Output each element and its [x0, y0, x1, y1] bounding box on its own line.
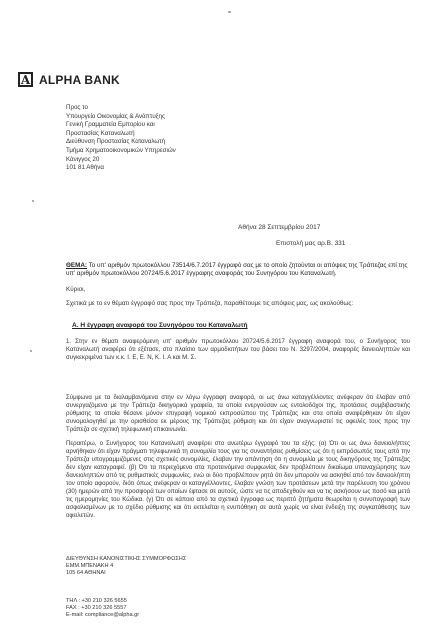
letter-date: Αθήνα 28 Σεπτεμβρίου 2017 [238, 224, 321, 231]
scan-speck [32, 200, 34, 202]
letter-reference: Επιστολή μας αρ.Β. 331 [276, 240, 346, 247]
footer-line: ΔΙΕΥΘΥΝΣΗ ΚΑΝΟΝΙΣΤΙΚΗΣ ΣΥΜΜΟΡΦΩΣΗΣ [66, 556, 187, 562]
recipient-line: Προς το [66, 104, 88, 111]
salutation: Κύριοι, [66, 286, 86, 293]
bank-logo [18, 72, 120, 87]
bank-name: ALPHA BANK [39, 72, 120, 87]
body-paragraph: 1. Στην εν θέματι αναφερόμενη υπ' αριθμόν πρωτοκόλλου 20724/5.6.2017 έγγραφη αναφορά του, ο Συνήγορος του Καταναλωτή αναφέρει ότι εξέτασε, στο πλαίσιο των αρμοδιοτήτων του βάσει του Ν. 3297/2004, αναφορές δανειοληπτών και συγκεκριμένα των κ.κ. Ι. Ε, Ε. Ν, Κ. Ι. Α και Μ. Σ. [66, 338, 410, 361]
section-title: Α. Η έγγραφη αναφορά του Συνηγόρου του Καταναλωτή [72, 322, 248, 329]
sender-department [66, 556, 186, 578]
footer-line: 105 64 ΑΘΗΝΑΙ [66, 570, 106, 577]
footer-line: ΕΜΜ.ΜΠΕΝΑΚΗ 4 [66, 563, 114, 570]
recipient-line: 101 81 Αθήνα [66, 164, 104, 172]
contact-line: ΤΗΛ : +30 210 326 5655 [66, 598, 127, 604]
recipient-line: Τμήμα Χρηματοοικονομικών Υπηρεσιών [66, 146, 176, 154]
recipient-line: Διεύθυνση Προστασίας Καταναλωτή [66, 138, 166, 146]
alpha-logo-icon: A [18, 72, 33, 87]
subject-label: ΘΕΜΑ: [66, 262, 87, 269]
contact-line: FAX : +30 210 326 5557 [66, 605, 127, 612]
subject-block [66, 262, 410, 278]
contact-line: E-mail: compliance@alpha.gr [66, 612, 140, 619]
intro-paragraph: Σχετικά με το εν θέματι έγγραφό σας προς την Τράπεζα, παραθέτουμε τις απόψεις μας, ως ακολούθως: [66, 300, 354, 307]
scan-speck [228, 11, 231, 13]
subject-text: Το υπ' αριθμόν πρωτοκόλλου 73514/6.7.2017 έγγραφό σας με το οποίο ζητούνται οι απόψεις της Τράπεζας επί της υπ' αριθμόν πρωτοκόλλου 20724/5.6.2017 έγγραφης αναφοράς του Συνηγόρου του Καταναλωτή. [66, 262, 408, 278]
recipient-line: Προστασίας Καταναλωτή [66, 129, 135, 137]
scan-speck [30, 350, 32, 352]
body-paragraph: Σύμφωνα με τα διαλαμβανόμενα στην εν λόγω έγγραφη αναφορά, οι ως άνω καταγγέλλοντες ανέφεραν ότι έλαβαν από συνεργαζόμενα με την Τράπεζα δικηγορικά γραφεία, τα οποία ενεργούσαν ως εντολοδόχοι της, προτάσεις συμβιβαστικής ρύθμισης τα οποία θέσανε μόνον επιγραφή νομικού εκπροσώπου της Τράπεζας και στα οποία αναφέρθηκαν ότι είχαν συνομολογηθεί με την ορισθείσα εκ μέρους της Τράπεζας ρύθμιση και ότι είχαν αναγνωριστεί τις οφειλές τους προς την Τράπεζα σε σχετική τηλεφωνική επικοινωνία. [66, 394, 410, 433]
recipient-line: Γενική Γραμματεία Εμπορίου και [66, 121, 155, 129]
recipient-line: Κάνιγγος 20 [66, 155, 100, 163]
recipient-address [66, 104, 176, 173]
body-paragraph: Περαιτέρω, ο Συνήγορος του Καταναλωτή αναφέρει στο ανωτέρω έγγραφό του τα εξής: (α) Ότι οι ως άνω δανειολήπτες αρνήθηκαν ότι είχαν πράγματι τηλεφωνικά τη συνομιλία τους για τις συναντήσεις ρυθμίσεις ως ότι η εκπρόσωπός τους από την Τράπεζα υπογραμμιζόμενες στις σχετικές συνομιλίες, έλαβαν την απάντηση ότι η συνομιλία με τους δικηγόρους της Τράπεζας δεν είχαν καταγραφεί. (β) Ότι τα περιεχόμενα στα προτεινόμενα συμφωνίας δεν προβλέπουν δικαίωμα υπαναχώρησης των δανειοληπτών από τις ρυθμιστικές συμφωνίες, ενώ οι δύο προβλέπουν ρητά ότι δεν μπορούν να ασκηθεί από τον δανειολήπτη τον οποίο αφορούν, διότι όπως ανέφεραν οι καταγγέλλοντες, έλαβαν γνώση των προτάσεων μετά την παρέλευση του χρόνου (30) ημερών από την προσφορά των οποίων έφτασε σε αυτούς, ώστε να τις αποδεχθούν και να τις ασκήσουν ως ποσό και μετά τις ημερομηνίες του Κώδικα. (γ) Ότι σε κάποιο από τα σχετικά έγγραφα ως περιττό ζητήματα θεωρείται η συνυπογραφή των ασφαλισμένων με το σχέδιο ρύθμισης και ότι εκτελείται η ενυπόθηκη σε αυτά χωρίς να είναι ένδειξη της συγκατάθεσης των οφειλετών. [66, 440, 410, 519]
contact-details [66, 598, 139, 620]
recipient-line: Υπουργείο Οικονομίας & Ανάπτυξης [66, 112, 165, 120]
